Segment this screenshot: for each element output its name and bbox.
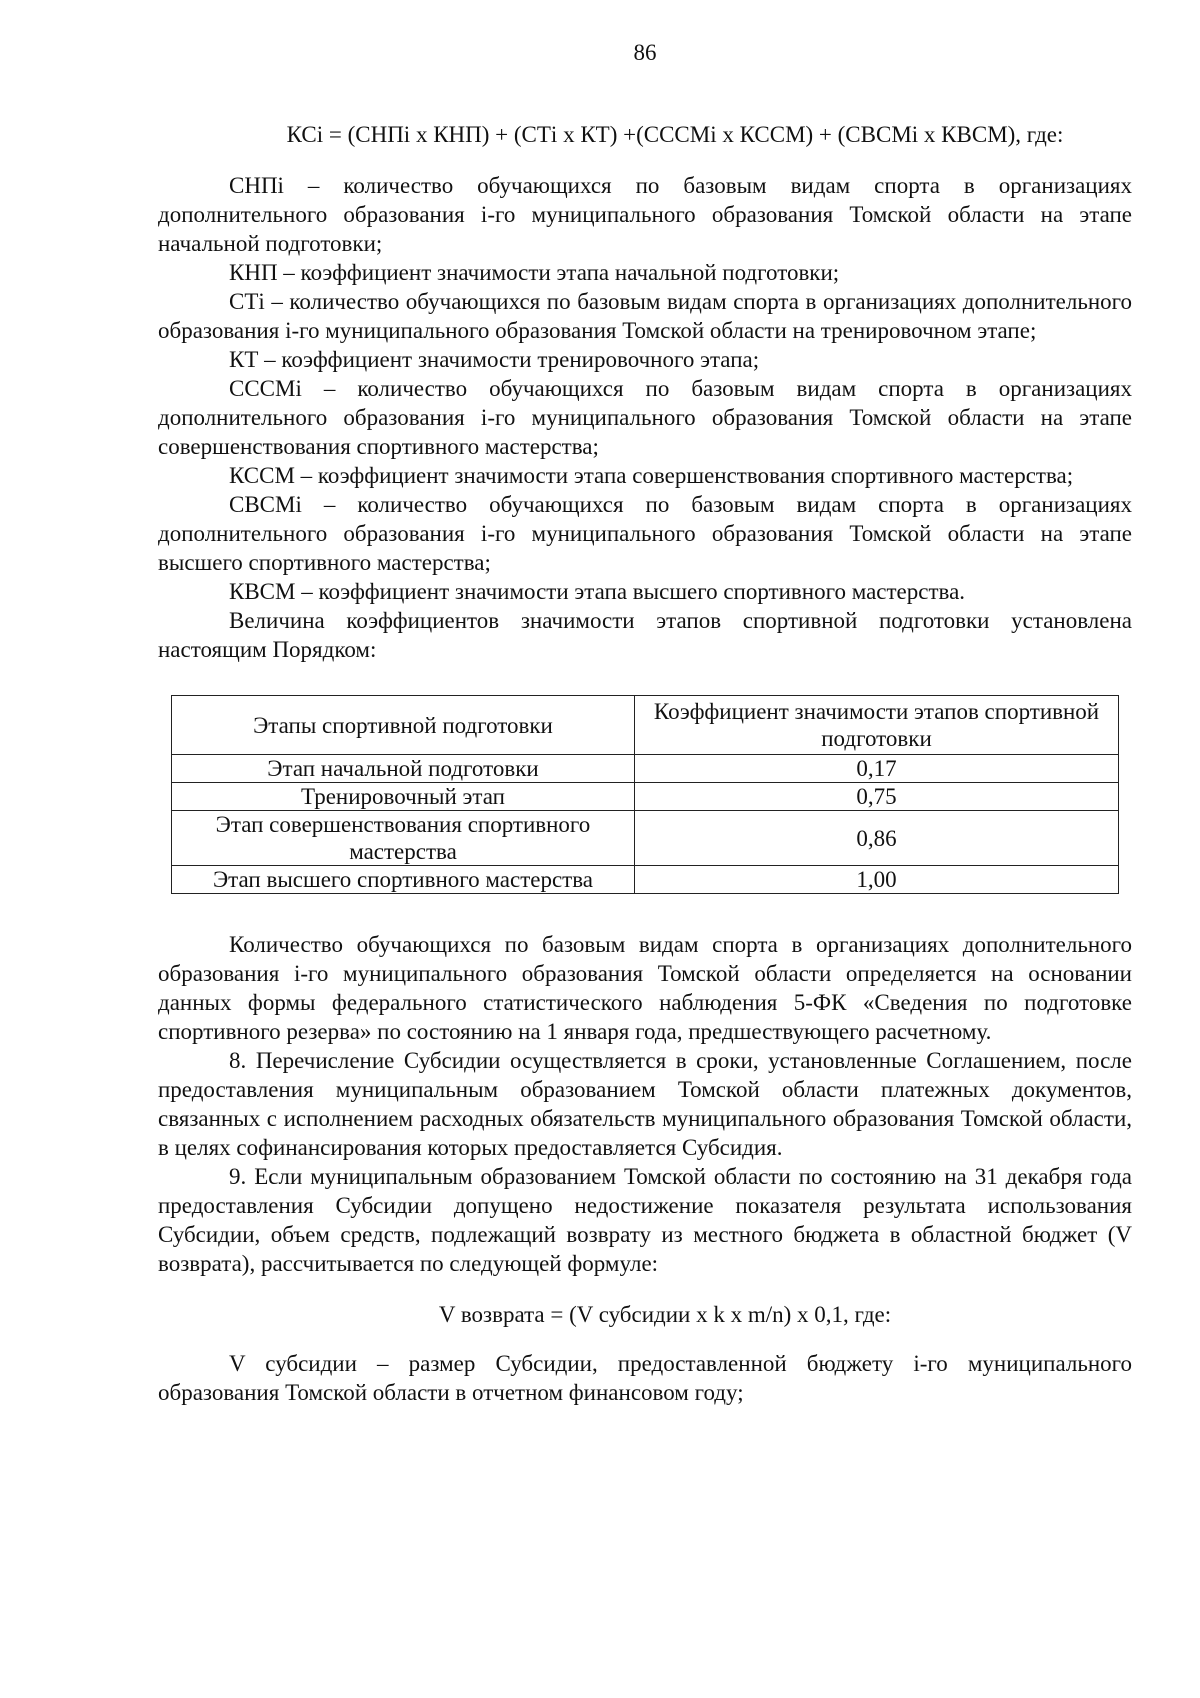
definition-v-subsidy: V субсидии – размер Субсидии, предоставленной бюджету i-го муниципального образования Томской области в отчетном финансовом году; bbox=[158, 1351, 1132, 1405]
table-header-row bbox=[172, 696, 1119, 755]
definition-sssmi: СССМi – количество обучающихся по базовым видам спорта в организациях дополнительного образования i-го муниципального образования Томской области на этапе совершенствования спортивного мастерства; bbox=[158, 376, 1132, 459]
definition-svsmi: СВСМi – количество обучающихся по базовым видам спорта в организациях дополнительного образования i-го муниципального образования Томской области на этапе высшего спортивного мастерства; bbox=[158, 492, 1132, 575]
document-body bbox=[158, 120, 1132, 1407]
paragraph-item-8: 8. Перечисление Субсидии осуществляется в сроки, установленные Соглашением, после предоставления муниципальным образованием Томской области платежных документов, связанных с исполнением расходных обязательств муниципального образования Томской области, в целях софинансирования которых предоставляется Субсидия. bbox=[158, 1048, 1132, 1160]
table-cell-stage: Тренировочный этап bbox=[172, 783, 635, 811]
table-header-coefficient: Коэффициент значимости этапов спортивной подготовки bbox=[635, 696, 1119, 755]
paragraph-item-9: 9. Если муниципальным образованием Томской области по состоянию на 31 декабря года предоставления Субсидии допущено недостижение показателя результата использования Субсидии, объем средств, подлежащий возврату из местного бюджета в областной бюджет (V возврата), рассчитывается по следующей формуле: bbox=[158, 1164, 1132, 1276]
coefficients-table bbox=[171, 695, 1119, 894]
formula-ksi: КСi = (СНПi х КНП) + (СТi х КТ) +(СССМi х КССМ) + (СВСМi х КВСМ), где: bbox=[286, 122, 1064, 147]
table-row bbox=[172, 783, 1119, 811]
definition-snpi: СНПi – количество обучающихся по базовым видам спорта в организациях дополнительного образования i-го муниципального образования Томской области на этапе начальной подготовки; bbox=[158, 173, 1132, 256]
coefficients-intro: Величина коэффициентов значимости этапов спортивной подготовки установлена настоящим Порядком: bbox=[158, 608, 1132, 662]
page-number: 86 bbox=[633, 40, 657, 65]
table-cell-coefficient: 0,75 bbox=[635, 783, 1119, 811]
table-cell-stage: Этап совершенствования спортивного мастерства bbox=[172, 811, 635, 866]
table-row bbox=[172, 811, 1119, 866]
definition-kt: КТ – коэффициент значимости тренировочного этапа; bbox=[229, 347, 760, 372]
table-cell-coefficient: 0,17 bbox=[635, 755, 1119, 783]
definition-kvsm: КВСМ – коэффициент значимости этапа высшего спортивного мастерства. bbox=[229, 579, 966, 604]
formula-v-return: V возврата = (V субсидии х k х m/n) х 0,1, где: bbox=[438, 1302, 892, 1327]
table-cell-coefficient: 0,86 bbox=[635, 811, 1119, 866]
table-cell-stage: Этап начальной подготовки bbox=[172, 755, 635, 783]
table-row bbox=[172, 755, 1119, 783]
table-header-stage: Этапы спортивной подготовки bbox=[172, 696, 635, 755]
table-cell-stage: Этап высшего спортивного мастерства bbox=[172, 866, 635, 894]
table-cell-coefficient: 1,00 bbox=[635, 866, 1119, 894]
definition-kssm: КССМ – коэффициент значимости этапа совершенствования спортивного мастерства; bbox=[229, 463, 1074, 488]
definition-sti: СТi – количество обучающихся по базовым видам спорта в организациях дополнительного образования i-го муниципального образования Томской области на тренировочном этапе; bbox=[158, 289, 1132, 343]
paragraph-student-count: Количество обучающихся по базовым видам спорта в организациях дополнительного образования i-го муниципального образования Томской области определяется на основании данных формы федерального статистического наблюдения 5-ФК «Сведения по подготовке спортивного резерва» по состоянию на 1 января года, предшествующего расчетному. bbox=[158, 932, 1132, 1044]
definition-knp: КНП – коэффициент значимости этапа начальной подготовки; bbox=[229, 260, 840, 285]
table-row bbox=[172, 866, 1119, 894]
